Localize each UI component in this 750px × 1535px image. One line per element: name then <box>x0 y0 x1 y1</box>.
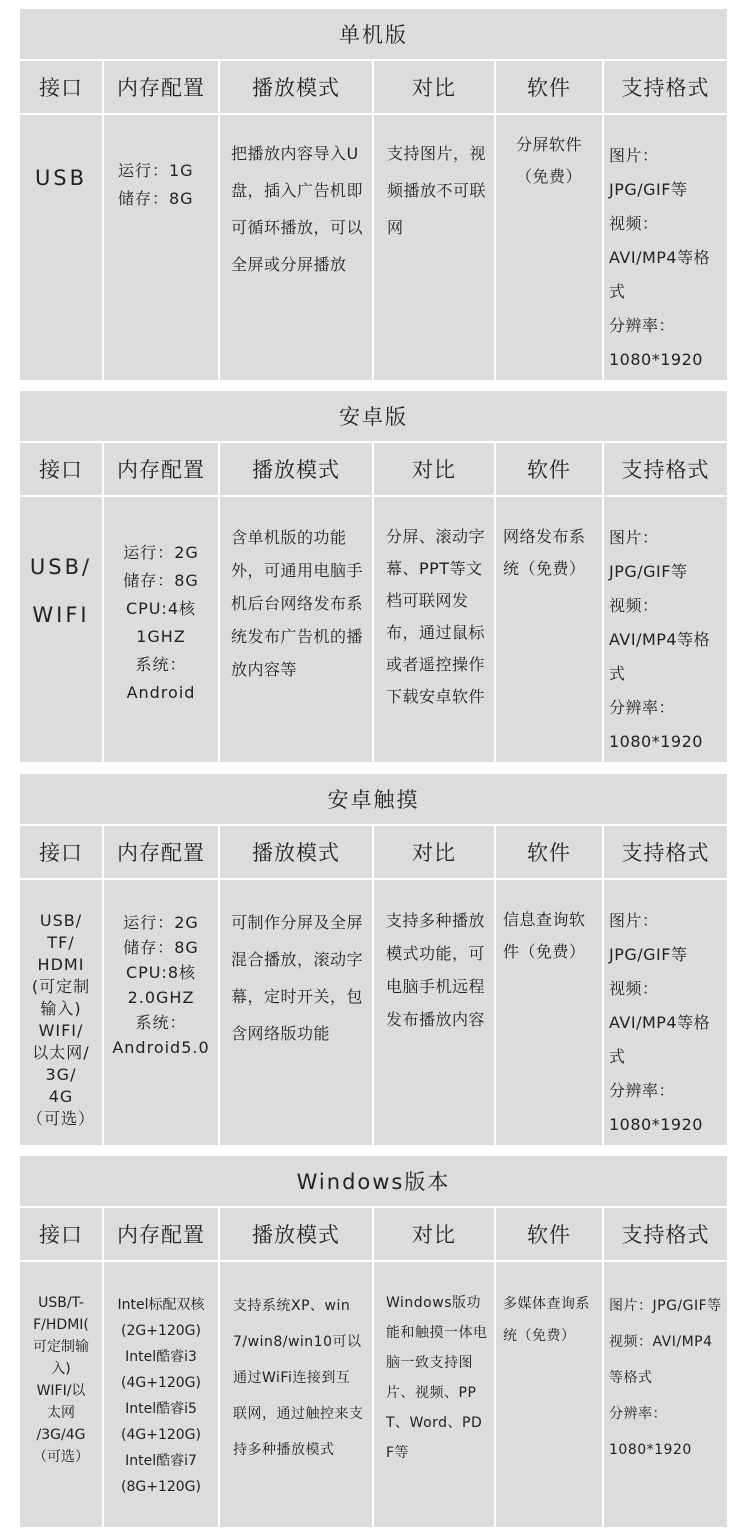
header-formats: 支持格式 <box>604 443 727 495</box>
header-play-mode: 播放模式 <box>220 1208 372 1260</box>
cell-memory: 运行：2G 储存：8G CPU:8核 2.0GHZ 系统： Android5.0 <box>104 880 218 1145</box>
header-compare: 对比 <box>374 1208 494 1260</box>
header-compare: 对比 <box>374 826 494 878</box>
cell-compare: 支持图片，视频播放不可联网 <box>374 115 494 380</box>
header-interface: 接口 <box>20 826 102 878</box>
cell-interface <box>20 880 102 1145</box>
header-interface: 接口 <box>20 443 102 495</box>
cell-software: 分屏软件（免费） <box>496 115 602 380</box>
header-play-mode: 播放模式 <box>220 443 372 495</box>
cell-play-mode: 可制作分屏及全屏混合播放，滚动字幕，定时开关，包含网络版功能 <box>220 880 372 1145</box>
section-title: 安卓版 <box>20 391 727 441</box>
section-title: 单机版 <box>20 9 727 59</box>
header-memory: 内存配置 <box>104 1208 218 1260</box>
cell-play-mode: 把播放内容导入U盘，插入广告机即可循环播放，可以全屏或分屏播放 <box>220 115 372 380</box>
cell-play-mode: 含单机版的功能外，可通用电脑手机后台网络发布系统发布广告机的播放内容等 <box>220 497 372 762</box>
cell-memory: 运行：1G 储存：8G <box>104 115 218 380</box>
cell-software: 多媒体查询系统（免费） <box>496 1262 602 1527</box>
header-formats: 支持格式 <box>604 1208 727 1260</box>
interface-text: USB/T- F/HDMI( 可定制输 入) WIFI/以 太网 /3G/4G （可选） <box>33 1295 89 1465</box>
header-play-mode: 播放模式 <box>220 61 372 113</box>
cell-formats: 图片：JPG/GIF等 视频：AVI/MP4等格式 分辨率： 1080*1920 <box>604 1262 727 1527</box>
interface-text: USB/ WIFI <box>29 555 93 627</box>
section-android-touch <box>20 774 727 1145</box>
header-memory: 内存配置 <box>104 826 218 878</box>
header-memory: 内存配置 <box>104 443 218 495</box>
cell-interface <box>20 497 102 762</box>
cell-formats: 图片： JPG/GIF等 视频： AVI/MP4等格式 分辨率： 1080*1920 <box>604 115 727 380</box>
header-software: 软件 <box>496 1208 602 1260</box>
header-interface: 接口 <box>20 1208 102 1260</box>
header-formats: 支持格式 <box>604 826 727 878</box>
header-row <box>20 1208 727 1260</box>
header-software: 软件 <box>496 826 602 878</box>
cell-compare: 支持多种播放模式功能，可电脑手机远程发布播放内容 <box>374 880 494 1145</box>
header-row <box>20 61 727 113</box>
header-row <box>20 826 727 878</box>
header-interface: 接口 <box>20 61 102 113</box>
section-title: 安卓触摸 <box>20 774 727 824</box>
cell-interface <box>20 1262 102 1527</box>
section-windows <box>20 1156 727 1527</box>
header-play-mode: 播放模式 <box>220 826 372 878</box>
data-row <box>20 880 727 1145</box>
interface-text: USB <box>34 166 88 190</box>
header-compare: 对比 <box>374 61 494 113</box>
section-title: Windows版本 <box>20 1156 727 1206</box>
interface-text: USB/ TF/ HDMI (可定制 输入) WIFI/ 以太网/ 3G/ 4G （可选） <box>26 911 95 1128</box>
header-memory: 内存配置 <box>104 61 218 113</box>
header-software: 软件 <box>496 61 602 113</box>
cell-compare: 分屏、滚动字幕、PPT等文档可联网发布，通过鼠标或者遥控操作下载安卓软件 <box>374 497 494 762</box>
data-row <box>20 115 727 380</box>
cell-software: 网络发布系统（免费） <box>496 497 602 762</box>
cell-compare: Windows版功能和触摸一体电脑一致支持图片、视频、PPT、Word、PDF等 <box>374 1262 494 1527</box>
data-row <box>20 497 727 762</box>
data-row <box>20 1262 727 1527</box>
section-android <box>20 391 727 762</box>
cell-formats: 图片： JPG/GIF等 视频： AVI/MP4等格式 分辨率： 1080*1920 <box>604 497 727 762</box>
cell-memory: Intel标配双核 (2G+120G) Intel酷睿i3 (4G+120G) Intel酷睿i5 (4G+120G) Intel酷睿i7 (8G+120G) <box>104 1262 218 1527</box>
header-row <box>20 443 727 495</box>
cell-interface <box>20 115 102 380</box>
cell-software: 信息查询软件（免费） <box>496 880 602 1145</box>
cell-memory: 运行：2G 储存：8G CPU:4核 1GHZ 系统： Android <box>104 497 218 762</box>
header-formats: 支持格式 <box>604 61 727 113</box>
section-standalone <box>20 9 727 380</box>
header-software: 软件 <box>496 443 602 495</box>
cell-play-mode: 支持系统XP、win7/win8/win10可以通过WiFi连接到互联网，通过触控来支持多种播放模式 <box>220 1262 372 1527</box>
cell-formats: 图片： JPG/GIF等 视频： AVI/MP4等格式 分辨率： 1080*1920 <box>604 880 727 1145</box>
header-compare: 对比 <box>374 443 494 495</box>
